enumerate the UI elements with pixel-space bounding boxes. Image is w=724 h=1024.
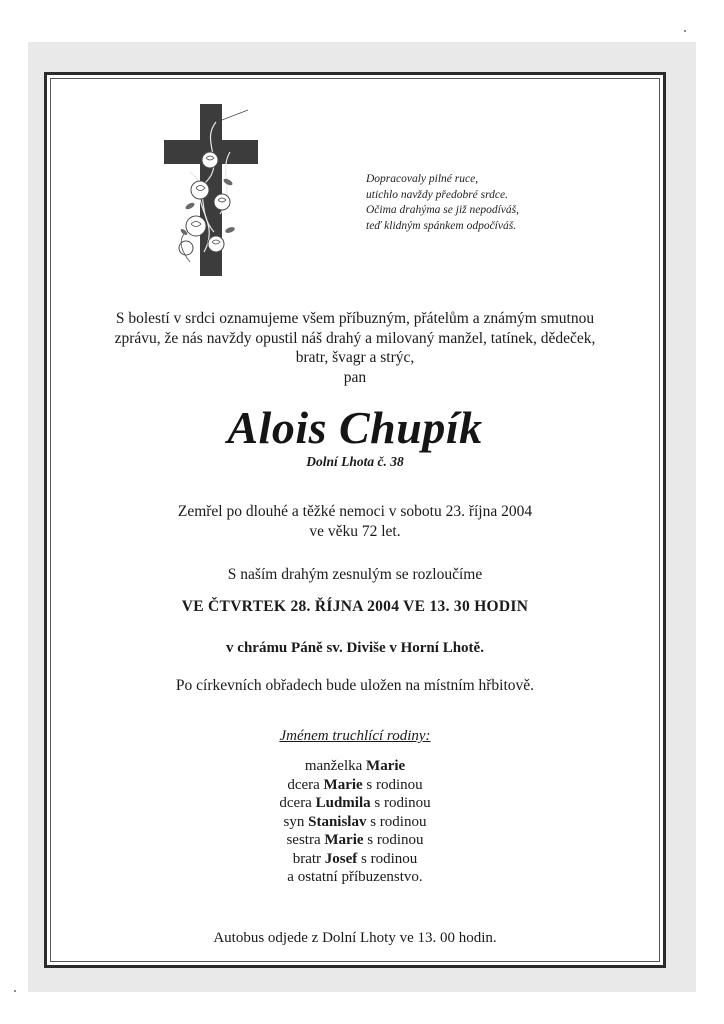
farewell-text: S naším drahým zesnulým se rozloučíme	[227, 566, 483, 583]
deceased-address: Dolní Lhota č. 38	[306, 454, 404, 469]
death-line: Zemřel po dlouhé a těžké nemoci v sobotu 23. října 2004	[177, 503, 533, 520]
family-member: a ostatní příbuzenstvo.	[287, 869, 423, 885]
death-age: ve věku 72 let.	[309, 522, 401, 540]
family-heading	[50, 728, 660, 745]
family-member: dcera Marie s rodinou	[287, 776, 423, 793]
scan-speck	[684, 30, 686, 32]
poem-line: teď klidným spánkem odpočíváš.	[366, 219, 517, 232]
burial-text: Po církevních obřadech bude uložen na místním hřbitově.	[175, 677, 535, 694]
family-member: dcera Ludmila s rodinou	[279, 795, 431, 811]
funeral-place: v chrámu Páně sv. Diviše v Horní Lhotě.	[226, 640, 484, 656]
death-notice	[50, 502, 660, 541]
bus-notice: Autobus odjede z Dolní Lhoty ve 13. 00 hodin.	[213, 930, 497, 946]
family-member: manželka Marie	[304, 758, 406, 774]
poem-line: utichlo navždy předobré srdce.	[366, 188, 509, 201]
poem-line: Očima drahýma se již nepodíváš,	[366, 204, 519, 216]
family-list	[50, 757, 660, 887]
family-member: sestra Marie s rodinou	[286, 832, 424, 848]
poem-verse	[366, 172, 586, 234]
funeral-datetime: VE ČTVRTEK 28. ŘÍJNA 2004 VE 13. 30 HODIN	[181, 598, 529, 615]
announcement-line: S bolestí v srdci oznamujeme všem příbuzným, přátelům a známým smutnou	[115, 310, 595, 327]
deceased-name: Alois Chupík	[227, 402, 483, 453]
announcement-line: pan	[343, 368, 367, 386]
cross-with-roses-icon	[160, 102, 264, 278]
announcement-text	[50, 309, 660, 387]
scan-speck	[14, 990, 16, 992]
family-member: syn Stanislav s rodinou	[283, 813, 427, 830]
announcement-line: bratr, švagr a strýc,	[295, 349, 415, 366]
poem-line: Dopracovaly pilné ruce,	[366, 173, 479, 185]
family-member: bratr Josef s rodinou	[292, 850, 418, 867]
family-heading-text: Jménem truchlící rodiny:	[279, 728, 431, 744]
announcement-line: zprávu, že nás navždy opustil náš drahý a milovaný manžel, tatínek, dědeček,	[114, 329, 596, 347]
